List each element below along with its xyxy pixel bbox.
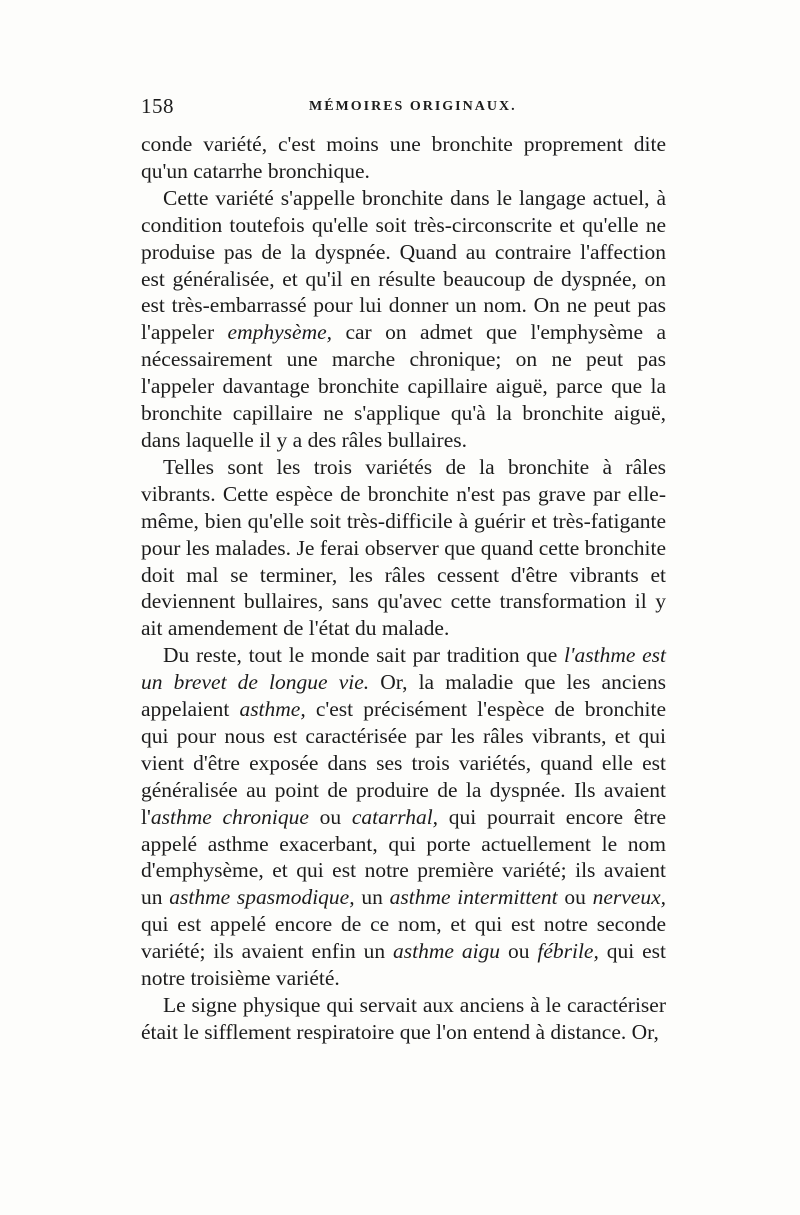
text-run: conde variété, c'est moins une bronchite proprement dite qu'un catarrhe bronchique. <box>141 132 666 183</box>
italic-run: fébrile, <box>537 939 599 964</box>
text-run: ou <box>500 939 538 964</box>
text-run: un <box>354 885 390 910</box>
text-run: Le signe physique qui servait aux anciens à le caractériser était le sifflement respiratoire que l'on entend à distance. Or, <box>141 993 666 1044</box>
body-text <box>141 131 666 1046</box>
text-run: Cette variété s'appelle bronchite dans le langage actuel, à condition toutefois qu'elle soit très-circonscrite et qu'elle ne produise pas de la dyspnée. Quand au contraire l'affection est généralisée, et qu'il en résulte beaucoup de dyspnée, on est très-embarrassé pour lui donner un nom. On ne peut pas l'appeler <box>141 185 666 345</box>
paragraph-5 <box>141 992 666 1046</box>
paragraph-1 <box>141 131 666 185</box>
paragraph-3 <box>141 454 666 642</box>
text-run: qui est appelé encore de ce nom, et qui est notre seconde variété; ils avaient enfin un <box>141 912 666 964</box>
text-run: ou <box>557 885 593 910</box>
paragraph-4 <box>141 642 666 992</box>
italic-run: asthme intermittent <box>389 885 558 910</box>
italic-run: asthme chronique <box>150 804 309 829</box>
paragraph-2 <box>141 185 666 454</box>
text-run: car on admet que l'emphysème a nécessairement une marche chronique; on ne peut pas l'appeler davantage bronchite capillaire aiguë, parce que la bronchite capillaire ne s'applique qu'à la bronchite aiguë, dans laquelle il y a des râles bullaires. <box>141 320 667 452</box>
running-title: MÉMOIRES ORIGINAUX. <box>309 99 517 114</box>
text-run: Telles sont les trois variétés de la bronchite à râles vibrants. Cette espèce de bronchite n'est pas grave par elle-même, bien qu'elle soit très-difficile à guérir et très-fatigante pour les malades. Je ferai observer que quand cette bronchite doit mal se terminer, les râles cessent d'être vibrants et deviennent bullaires, sans qu'avec cette transformation il y ait amendement de l'état du malade. <box>141 454 666 641</box>
text-run: Or, la maladie que les anciens appelaient <box>141 670 666 722</box>
italic-run: catarrhal, <box>351 804 439 829</box>
italic-run: asthme aigu <box>393 939 501 964</box>
text-run: ou <box>308 804 352 829</box>
text-run: c'est précisément l'espèce de bronchite qui pour nous est caractérisée par les râles vibrants, et qui vient d'être exposée dans ses trois variétés, quand elle est généralisée au point de produire de la dyspnée. Ils avaient l' <box>141 697 666 829</box>
italic-run: asthme spasmodique, <box>169 885 355 910</box>
italic-run: asthme, <box>239 697 306 722</box>
running-head <box>141 92 665 126</box>
text-run: Du reste, tout le monde sait par tradition que <box>163 643 564 668</box>
page-number: 158 <box>141 94 174 118</box>
italic-run: nerveux, <box>592 885 667 910</box>
text-run: qui pourrait encore être appelé asthme exacerbant, qui porte actuellement le nom d'emphysème, et qui est notre première variété; ils avaient un <box>141 804 666 910</box>
italic-run: l'asthme est un brevet de longue vie. <box>141 643 666 695</box>
italic-run: emphysème, <box>227 320 333 345</box>
text-run: qui est notre troisième variété. <box>141 939 666 991</box>
